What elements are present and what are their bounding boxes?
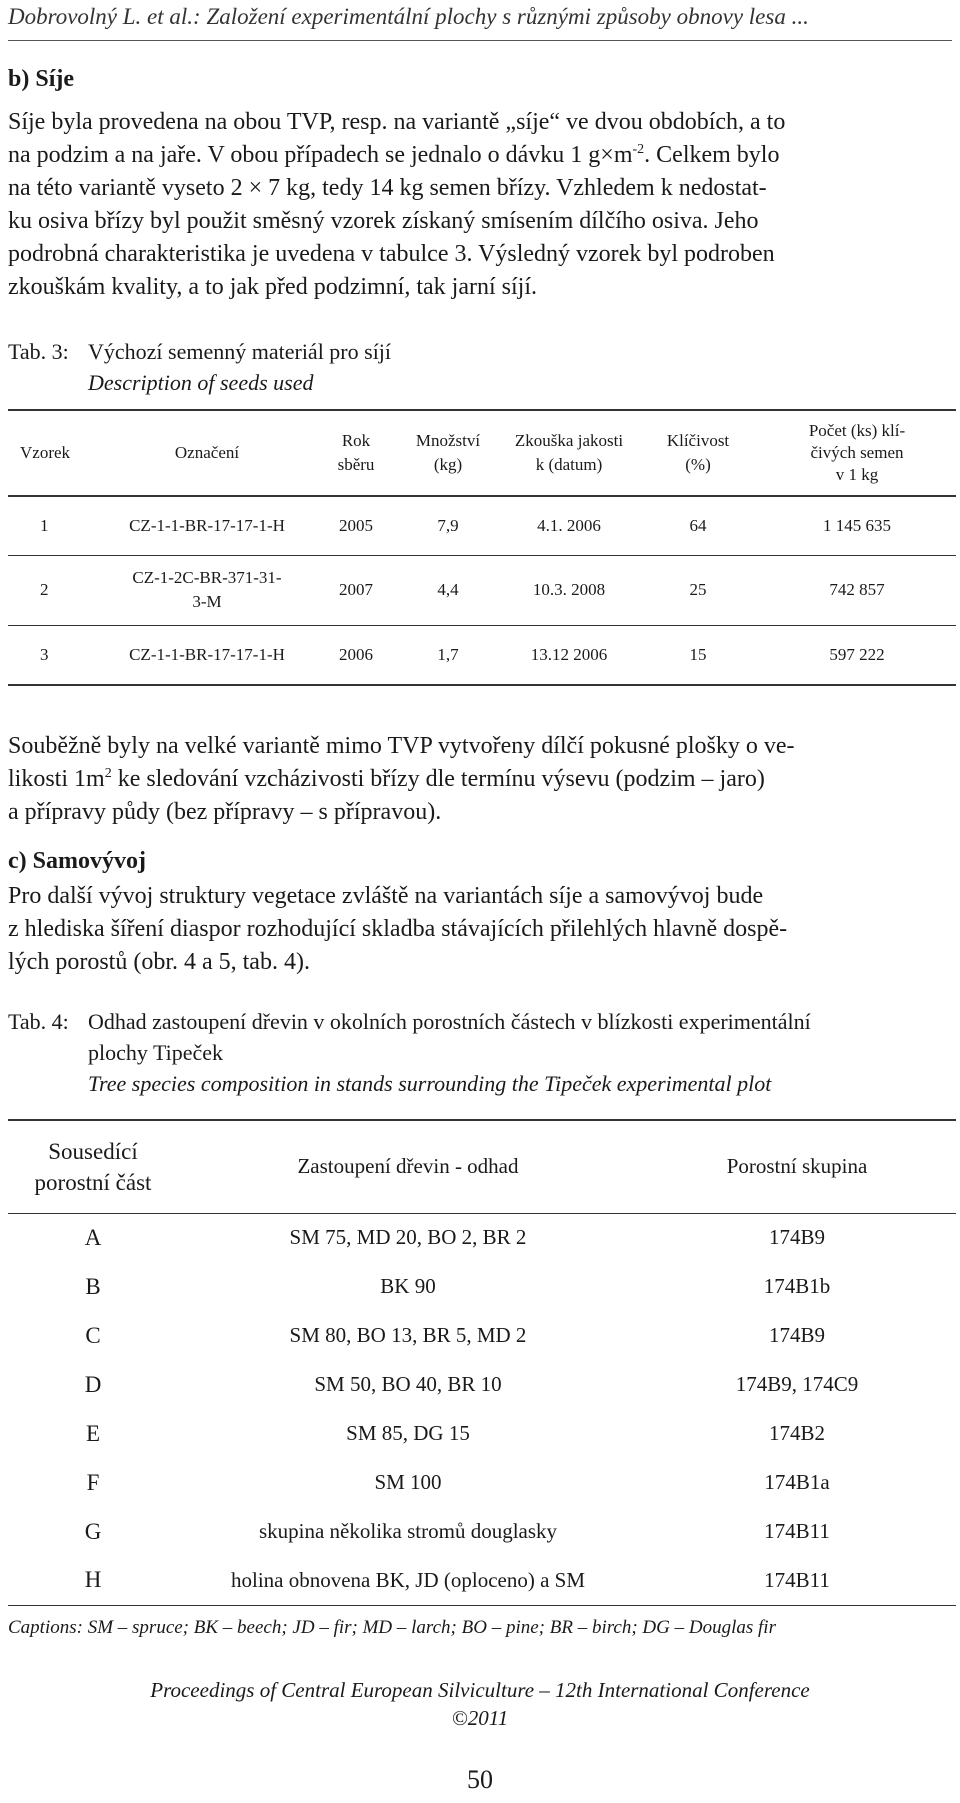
cell-seed-count: 597 222 xyxy=(829,644,885,664)
text-line: lých porostů (obr. 4 a 5, tab. 4). xyxy=(8,949,310,975)
table-row xyxy=(8,1409,956,1458)
cell-group: 174B9 xyxy=(768,1225,825,1250)
table-4 xyxy=(8,1119,956,1606)
text-fragment: na podzim a na jaře. V obou případech se jednalo o dávku 1 g×m xyxy=(8,142,633,168)
cell-species: SM 100 xyxy=(374,1470,442,1494)
text-line: ku osiva břízy byl použit směsný vzorek získaný smísením dílčího osiva. Jeho xyxy=(8,208,759,234)
parallel-plots-paragraph xyxy=(8,730,954,829)
cell-sample: 2 xyxy=(40,580,49,599)
cell-part: A xyxy=(84,1224,102,1250)
superscript: 2 xyxy=(104,766,112,781)
running-head: Dobrovolný L. et al.: Založení experimentální plochy s různými způsoby obnovy lesa ... xyxy=(8,4,809,29)
header-germination: Klíčivost (%) xyxy=(666,431,730,474)
header-sample: Vzorek xyxy=(20,443,71,462)
header-designation: Označení xyxy=(174,443,240,462)
cell-part: D xyxy=(84,1371,102,1397)
cell-year: 2006 xyxy=(339,644,373,664)
cell-year: 2005 xyxy=(339,515,373,535)
cell-part: G xyxy=(84,1518,102,1544)
cell-germination: 64 xyxy=(689,515,707,535)
cell-designation: CZ-1-1-BR-17-17-1-H xyxy=(129,515,285,535)
cell-part: B xyxy=(85,1273,101,1299)
cell-designation: CZ-1-2C-BR-371-31- 3-M xyxy=(132,568,282,611)
table-title-en: Description of seeds used xyxy=(88,370,314,395)
table-row xyxy=(8,1311,956,1360)
cell-amount: 7,9 xyxy=(437,515,459,535)
text-line: a přípravy půdy (bez přípravy – s přípravou). xyxy=(8,799,442,825)
header-amount: Množství (kg) xyxy=(415,431,481,474)
section-b-paragraph xyxy=(8,106,954,304)
header-stand-part: Sousedící porostní část xyxy=(34,1138,152,1195)
section-c-paragraph xyxy=(8,880,954,979)
cell-test-date: 10.3. 2008 xyxy=(532,580,606,599)
cell-group: 174B9, 174C9 xyxy=(735,1372,859,1396)
cell-amount: 1,7 xyxy=(437,644,459,664)
cell-species: BK 90 xyxy=(380,1274,436,1298)
superscript: -2 xyxy=(632,142,645,157)
table-3-caption xyxy=(8,336,391,398)
table-row xyxy=(8,1262,956,1311)
section-b-heading: b) Síje xyxy=(8,66,74,92)
table-title-en: Tree species composition in stands surrounding the Tipeček experimental plot xyxy=(88,1071,772,1096)
table-row xyxy=(8,625,956,685)
cell-species: SM 80, BO 13, BR 5, MD 2 xyxy=(289,1323,527,1347)
table-row xyxy=(8,496,956,555)
table-title-cz: plochy Tipeček xyxy=(88,1040,224,1065)
cell-species: skupina několika stromů douglasky xyxy=(258,1519,558,1543)
cell-designation: CZ-1-1-BR-17-17-1-H xyxy=(129,644,285,664)
header-rule xyxy=(8,40,952,41)
cell-group: 174B9 xyxy=(768,1323,825,1347)
table-row xyxy=(8,1556,956,1605)
text-line: Souběžně byly na velké variantě mimo TVP vytvořeny dílčí pokusné plošky o ve- xyxy=(8,733,795,759)
header-species: Zastoupení dřevin - odhad xyxy=(297,1154,519,1179)
cell-group: 174B1b xyxy=(763,1274,831,1298)
cell-species: SM 75, MD 20, BO 2, BR 2 xyxy=(289,1225,527,1250)
table-4-caption xyxy=(8,1006,811,1099)
cell-amount: 4,4 xyxy=(437,580,459,599)
table-3 xyxy=(8,409,956,686)
table-title-cz: Odhad zastoupení dřevin v okolních porostních částech v blízkosti experimentální xyxy=(88,1009,811,1034)
text-line: zkouškám kvality, a to jak před podzimní, tak jarní síjí. xyxy=(8,274,537,300)
table-row xyxy=(8,1213,956,1262)
table-title-cz: Výchozí semenný materiál pro síjí xyxy=(88,339,392,364)
table-row xyxy=(8,1507,956,1556)
page-number: 50 xyxy=(467,1765,493,1794)
cell-group: 174B11 xyxy=(764,1567,830,1592)
text-line: podrobná charakteristika je uvedena v tabulce 3. Výsledný vzorek byl podroben xyxy=(8,241,775,267)
table-row xyxy=(8,1458,956,1507)
header-year: Rok sběru xyxy=(337,431,375,474)
table-label: Tab. 3: xyxy=(8,339,69,364)
text-line: likosti $1m^2$ ke sledování vzcházivosti břízy dle termínu výsevu (podzim – jaro) xyxy=(8,766,765,792)
text-line: na této variantě vyseto 2 × 7 kg, tedy 14 kg semen břízy. Vzhledem k nedostat- xyxy=(8,175,767,201)
text-line: z hlediska šíření diaspor rozhodující skladba stávajících přilehlých hlavně dospě- xyxy=(8,916,788,942)
cell-sample: 1 xyxy=(40,515,49,535)
cell-test-date: 13.12 2006 xyxy=(530,644,608,664)
cell-species: SM 50, BO 40, BR 10 xyxy=(314,1372,502,1396)
table-row xyxy=(8,1360,956,1409)
cell-sample: 3 xyxy=(40,644,49,664)
header-test-date: Zkouška jakosti k (datum) xyxy=(514,431,624,474)
cell-part: E xyxy=(85,1420,101,1446)
species-captions: Captions: SM – spruce; BK – beech; JD – fir; MD – larch; BO – pine; BR – birch; DG – Douglas fir xyxy=(8,1617,776,1638)
text-line xyxy=(8,139,954,172)
text-fragment: . Celkem bylo xyxy=(644,142,780,168)
table-row xyxy=(8,555,956,625)
cell-group: 174B1a xyxy=(764,1470,830,1494)
text-line: Pro další vývoj struktury vegetace zvláště na variantách síje a samovývoj bude xyxy=(8,883,764,909)
table-label: Tab. 4: xyxy=(8,1009,69,1034)
cell-seed-count: 1 145 635 xyxy=(823,515,891,535)
cell-group: 174B11 xyxy=(764,1519,830,1543)
cell-germination: 25 xyxy=(689,580,707,599)
cell-seed-count: 742 857 xyxy=(829,580,885,599)
footer-copyright: ©2011 xyxy=(451,1706,509,1730)
cell-year: 2007 xyxy=(339,580,373,599)
header-stand-group: Porostní skupina xyxy=(726,1154,868,1179)
section-c-heading: c) Samovývoj xyxy=(8,848,146,874)
cell-test-date: 4.1. 2006 xyxy=(537,515,601,535)
cell-part: H xyxy=(84,1567,102,1593)
cell-part: F xyxy=(86,1469,100,1495)
cell-part: C xyxy=(85,1322,101,1348)
text-line: Síje byla provedena na obou TVP, resp. na variantě „síje“ ve dvou obdobích, a to xyxy=(8,109,786,135)
cell-species: holina obnovena BK, JD (oploceno) a SM xyxy=(230,1567,586,1592)
cell-group: 174B2 xyxy=(768,1421,825,1445)
cell-germination: 15 xyxy=(689,644,707,664)
header-seed-count: Počet (ks) klí- čivých semen v 1 kg xyxy=(808,421,906,484)
footer-proceedings: Proceedings of Central European Silviculture – 12th International Conference xyxy=(150,1678,810,1702)
cell-species: SM 85, DG 15 xyxy=(346,1421,470,1445)
